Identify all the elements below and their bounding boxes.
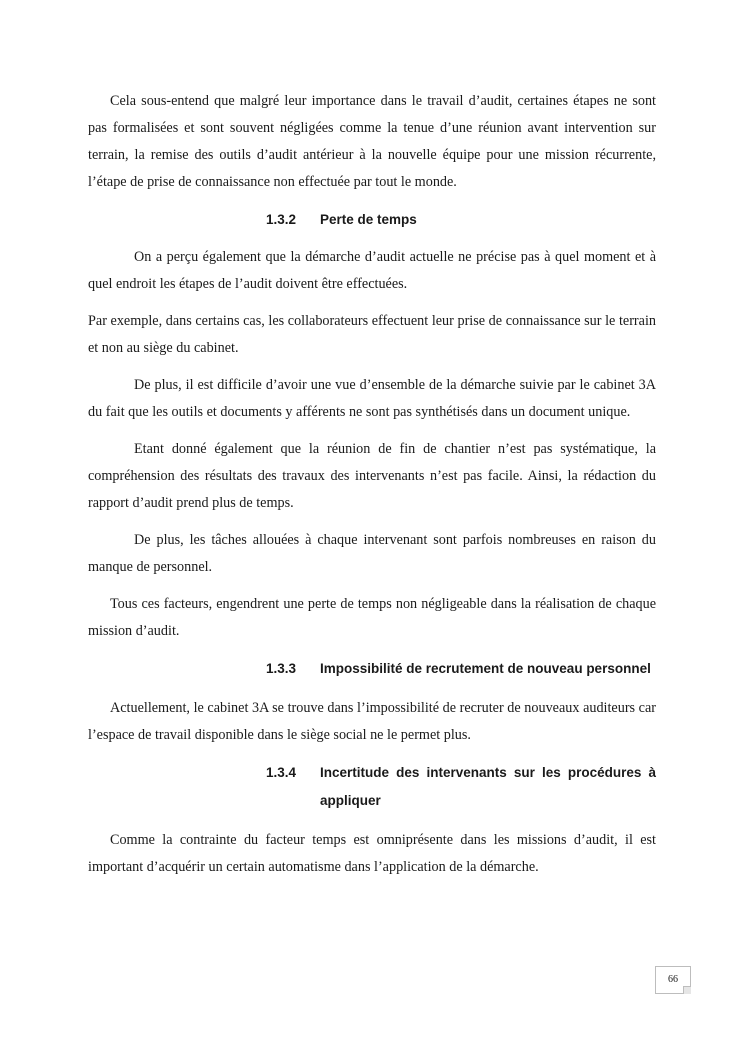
paragraph: Etant donné également que la réunion de fin de chantier n’est pas systématique, la compréhension des résultats des travaux des intervenants n’est pas facile. Ainsi, la rédaction du rapport d’audit prend plus de temps. xyxy=(88,441,656,511)
page-number: 66 xyxy=(655,966,691,994)
paragraph: Actuellement, le cabinet 3A se trouve dans l’impossibilité de recruter de nouveaux auditeurs car l’espace de travail disponible dans le siège social ne le permet plus. xyxy=(88,700,656,743)
paragraph: De plus, il est difficile d’avoir une vue d’ensemble de la démarche suivie par le cabinet 3A du fait que les outils et documents y afférents ne sont pas synthétisés dans un document unique. xyxy=(88,377,656,420)
section-heading-1-3-3 xyxy=(88,655,656,683)
paragraph: On a perçu également que la démarche d’audit actuelle ne précise pas à quel moment et à quel endroit les étapes de l’audit doivent être effectuées. xyxy=(88,249,656,292)
document-body xyxy=(88,88,656,881)
heading-title: Perte de temps xyxy=(320,212,417,227)
section-heading-1-3-4 xyxy=(88,759,656,815)
heading-number: 1.3.4 xyxy=(266,765,297,780)
heading-number: 1.3.3 xyxy=(266,661,297,676)
section-heading-1-3-2 xyxy=(88,206,656,234)
paragraph: Tous ces facteurs, engendrent une perte de temps non négligeable dans la réalisation de chaque mission d’audit. xyxy=(88,596,656,639)
heading-title: Incertitude des intervenants sur les procédures à appliquer xyxy=(320,765,656,808)
heading-title: Impossibilité de recrutement de nouveau personnel xyxy=(320,661,651,676)
heading-number: 1.3.2 xyxy=(266,212,297,227)
paragraph: Cela sous-entend que malgré leur importance dans le travail d’audit, certaines étapes ne sont pas formalisées et sont souvent négligées comme la tenue d’une réunion avant intervention sur terrain, la remise des outils d’audit antérieur à la nouvelle équipe pour une mission récurrente, l’étape de prise de connaissance non effectuée par tout le monde. xyxy=(88,93,656,190)
paragraph: Par exemple, dans certains cas, les collaborateurs effectuent leur prise de connaissance sur le terrain et non au siège du cabinet. xyxy=(88,313,656,356)
paragraph: De plus, les tâches allouées à chaque intervenant sont parfois nombreuses en raison du manque de personnel. xyxy=(88,532,656,575)
paragraph: Comme la contrainte du facteur temps est omniprésente dans les missions d’audit, il est important d’acquérir un certain automatisme dans l’application de la démarche. xyxy=(88,832,656,875)
